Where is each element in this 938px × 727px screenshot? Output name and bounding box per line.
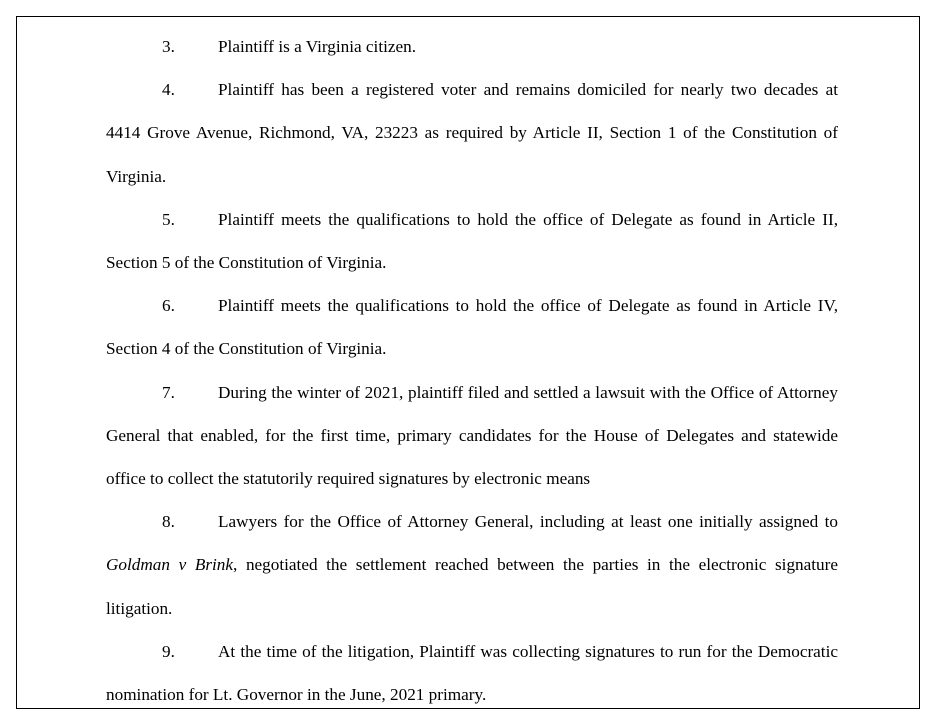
paragraph-number: 7. <box>162 382 175 402</box>
paragraph-9 <box>106 630 838 716</box>
paragraph-number: 8. <box>162 512 175 532</box>
paragraph-text: At the time of the litigation, Plaintiff was collecting signatures to run for the Democratic nomination for Lt. Governor in the June, 2021 primary. <box>106 641 838 705</box>
case-name: Goldman v Brink <box>106 555 234 575</box>
paragraph-number: 9. <box>162 641 175 661</box>
paragraph-text: During the winter of 2021, plaintiff filed and settled a lawsuit with the Office of Attorney General that enabled, for the first time, primary candidates for the House of Delegates and statewide office to collect the statutorily required signatures by electronic means <box>106 382 838 489</box>
paragraph-3 <box>106 25 838 68</box>
paragraph-number: 4. <box>162 80 175 100</box>
paragraph-text: Lawyers for the Office of Attorney General, including at least one initially assigned to <box>218 512 838 532</box>
paragraph-number: 6. <box>162 296 175 316</box>
paragraph-8 <box>106 500 838 630</box>
paragraph-text: Plaintiff is a Virginia citizen. <box>218 37 417 56</box>
paragraph-6 <box>106 284 838 370</box>
paragraph-text: Plaintiff meets the qualifications to hold the office of Delegate as found in Article IV, Section 4 of the Constitution of Virginia. <box>106 296 838 359</box>
paragraph-4 <box>106 68 838 198</box>
paragraph-number: 3. <box>162 37 175 56</box>
paragraph-text: Plaintiff has been a registered voter and remains domiciled for nearly two decades at 4414 Grove Avenue, Richmond, VA, 23223 as required by Article II, Section 1 of the Constitution of Virginia. <box>106 80 838 186</box>
document-body <box>106 25 838 716</box>
paragraph-number: 5. <box>162 209 175 229</box>
paragraph-5 <box>106 198 838 284</box>
paragraph-text: , negotiated the settlement reached between the parties in the electronic signature litigation. <box>106 555 838 618</box>
paragraph-7 <box>106 371 838 501</box>
paragraph-text: Plaintiff meets the qualifications to hold the office of Delegate as found in Article II, Section 5 of the Constitution of Virginia. <box>106 209 838 273</box>
